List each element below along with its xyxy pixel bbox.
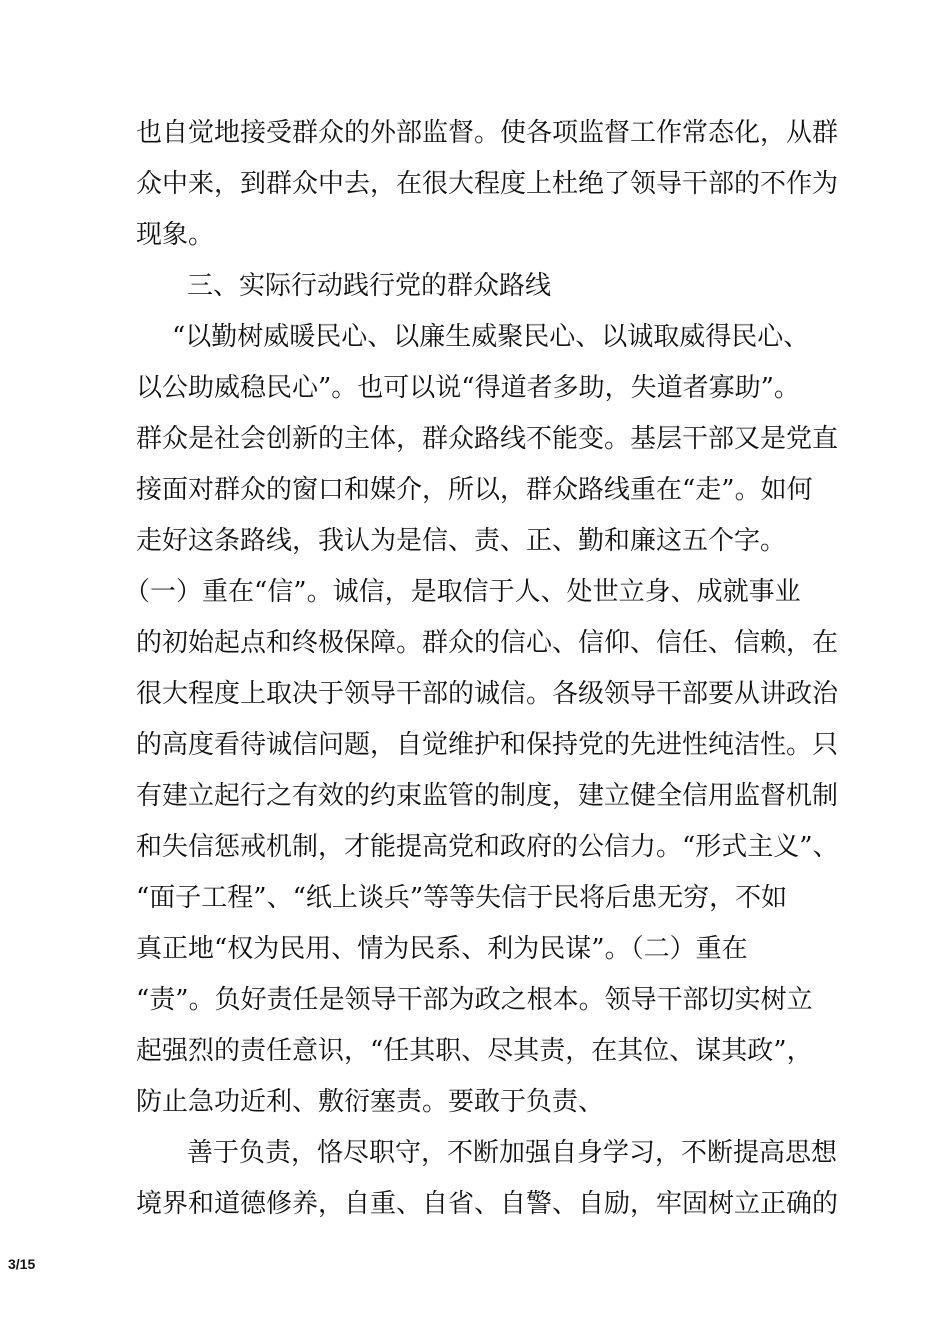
text-line: 有建立起行之有效的约束监管的制度，建立健全信用监督机制 — [136, 781, 839, 811]
text-line: （一）重在“信”。诚信，是取信于人、处世立身、成就事业 — [124, 577, 801, 607]
text-line: 防止急功近利、敷衍塞责。要敢于负责、 — [136, 1087, 605, 1117]
text-line: 群众是社会创新的主体，群众路线不能变。基层干部又是党直 — [136, 424, 839, 454]
text-line: “面子工程”、“纸上谈兵”等等失信于民将后患无穷，不如 — [136, 883, 788, 913]
text-line: 以公助威稳民心”。也可以说“得道者多助，失道者寡助”。 — [136, 373, 800, 403]
text-line: 的高度看待诚信问题，自觉维护和保持党的先进性纯洁性。只 — [136, 730, 839, 760]
text-line: 起强烈的责任意识，“任其职、尽其责，在其位、谋其政”， — [136, 1036, 813, 1066]
text-line: 的初始起点和终极保障。群众的信心、信仰、信任、信赖，在 — [136, 628, 839, 658]
text-line: 现象。 — [136, 220, 215, 250]
text-line: 走好这条路线，我认为是信、责、正、勤和廉这五个字。 — [136, 526, 787, 556]
text-line: “以勤树威暖民心、以廉生威聚民心、以诚取威得民心、 — [172, 322, 810, 352]
page-number: 3/15 — [8, 1256, 36, 1272]
text-line: 境界和道德修养，自重、自省、自警、自励，牢固树立正确的 — [136, 1189, 839, 1219]
text-line: 接面对群众的窗口和媒介，所以，群众路线重在“走”。如何 — [136, 475, 813, 505]
text-line: 善于负责，恪尽职守，不断加强自身学习，不断提高思想 — [187, 1138, 838, 1168]
text-line: 和失信惩戒机制，才能提高党和政府的公信力。“形式主义”、 — [136, 832, 839, 862]
text-line: 真正地“权为民用、情为民系、利为民谋”。（二）重在 — [136, 934, 748, 964]
section-heading: 三、实际行动践行党的群众路线 — [187, 271, 552, 301]
text-line: 也自觉地接受群众的外部监督。使各项监督工作常态化，从群 — [136, 118, 839, 148]
text-line: 众中来，到群众中去，在很大程度上杜绝了领导干部的不作为 — [136, 169, 839, 199]
text-line: “责”。负好责任是领导干部为政之根本。领导干部切实树立 — [136, 985, 813, 1015]
text-line: 很大程度上取决于领导干部的诚信。各级领导干部要从讲政治 — [136, 679, 839, 709]
